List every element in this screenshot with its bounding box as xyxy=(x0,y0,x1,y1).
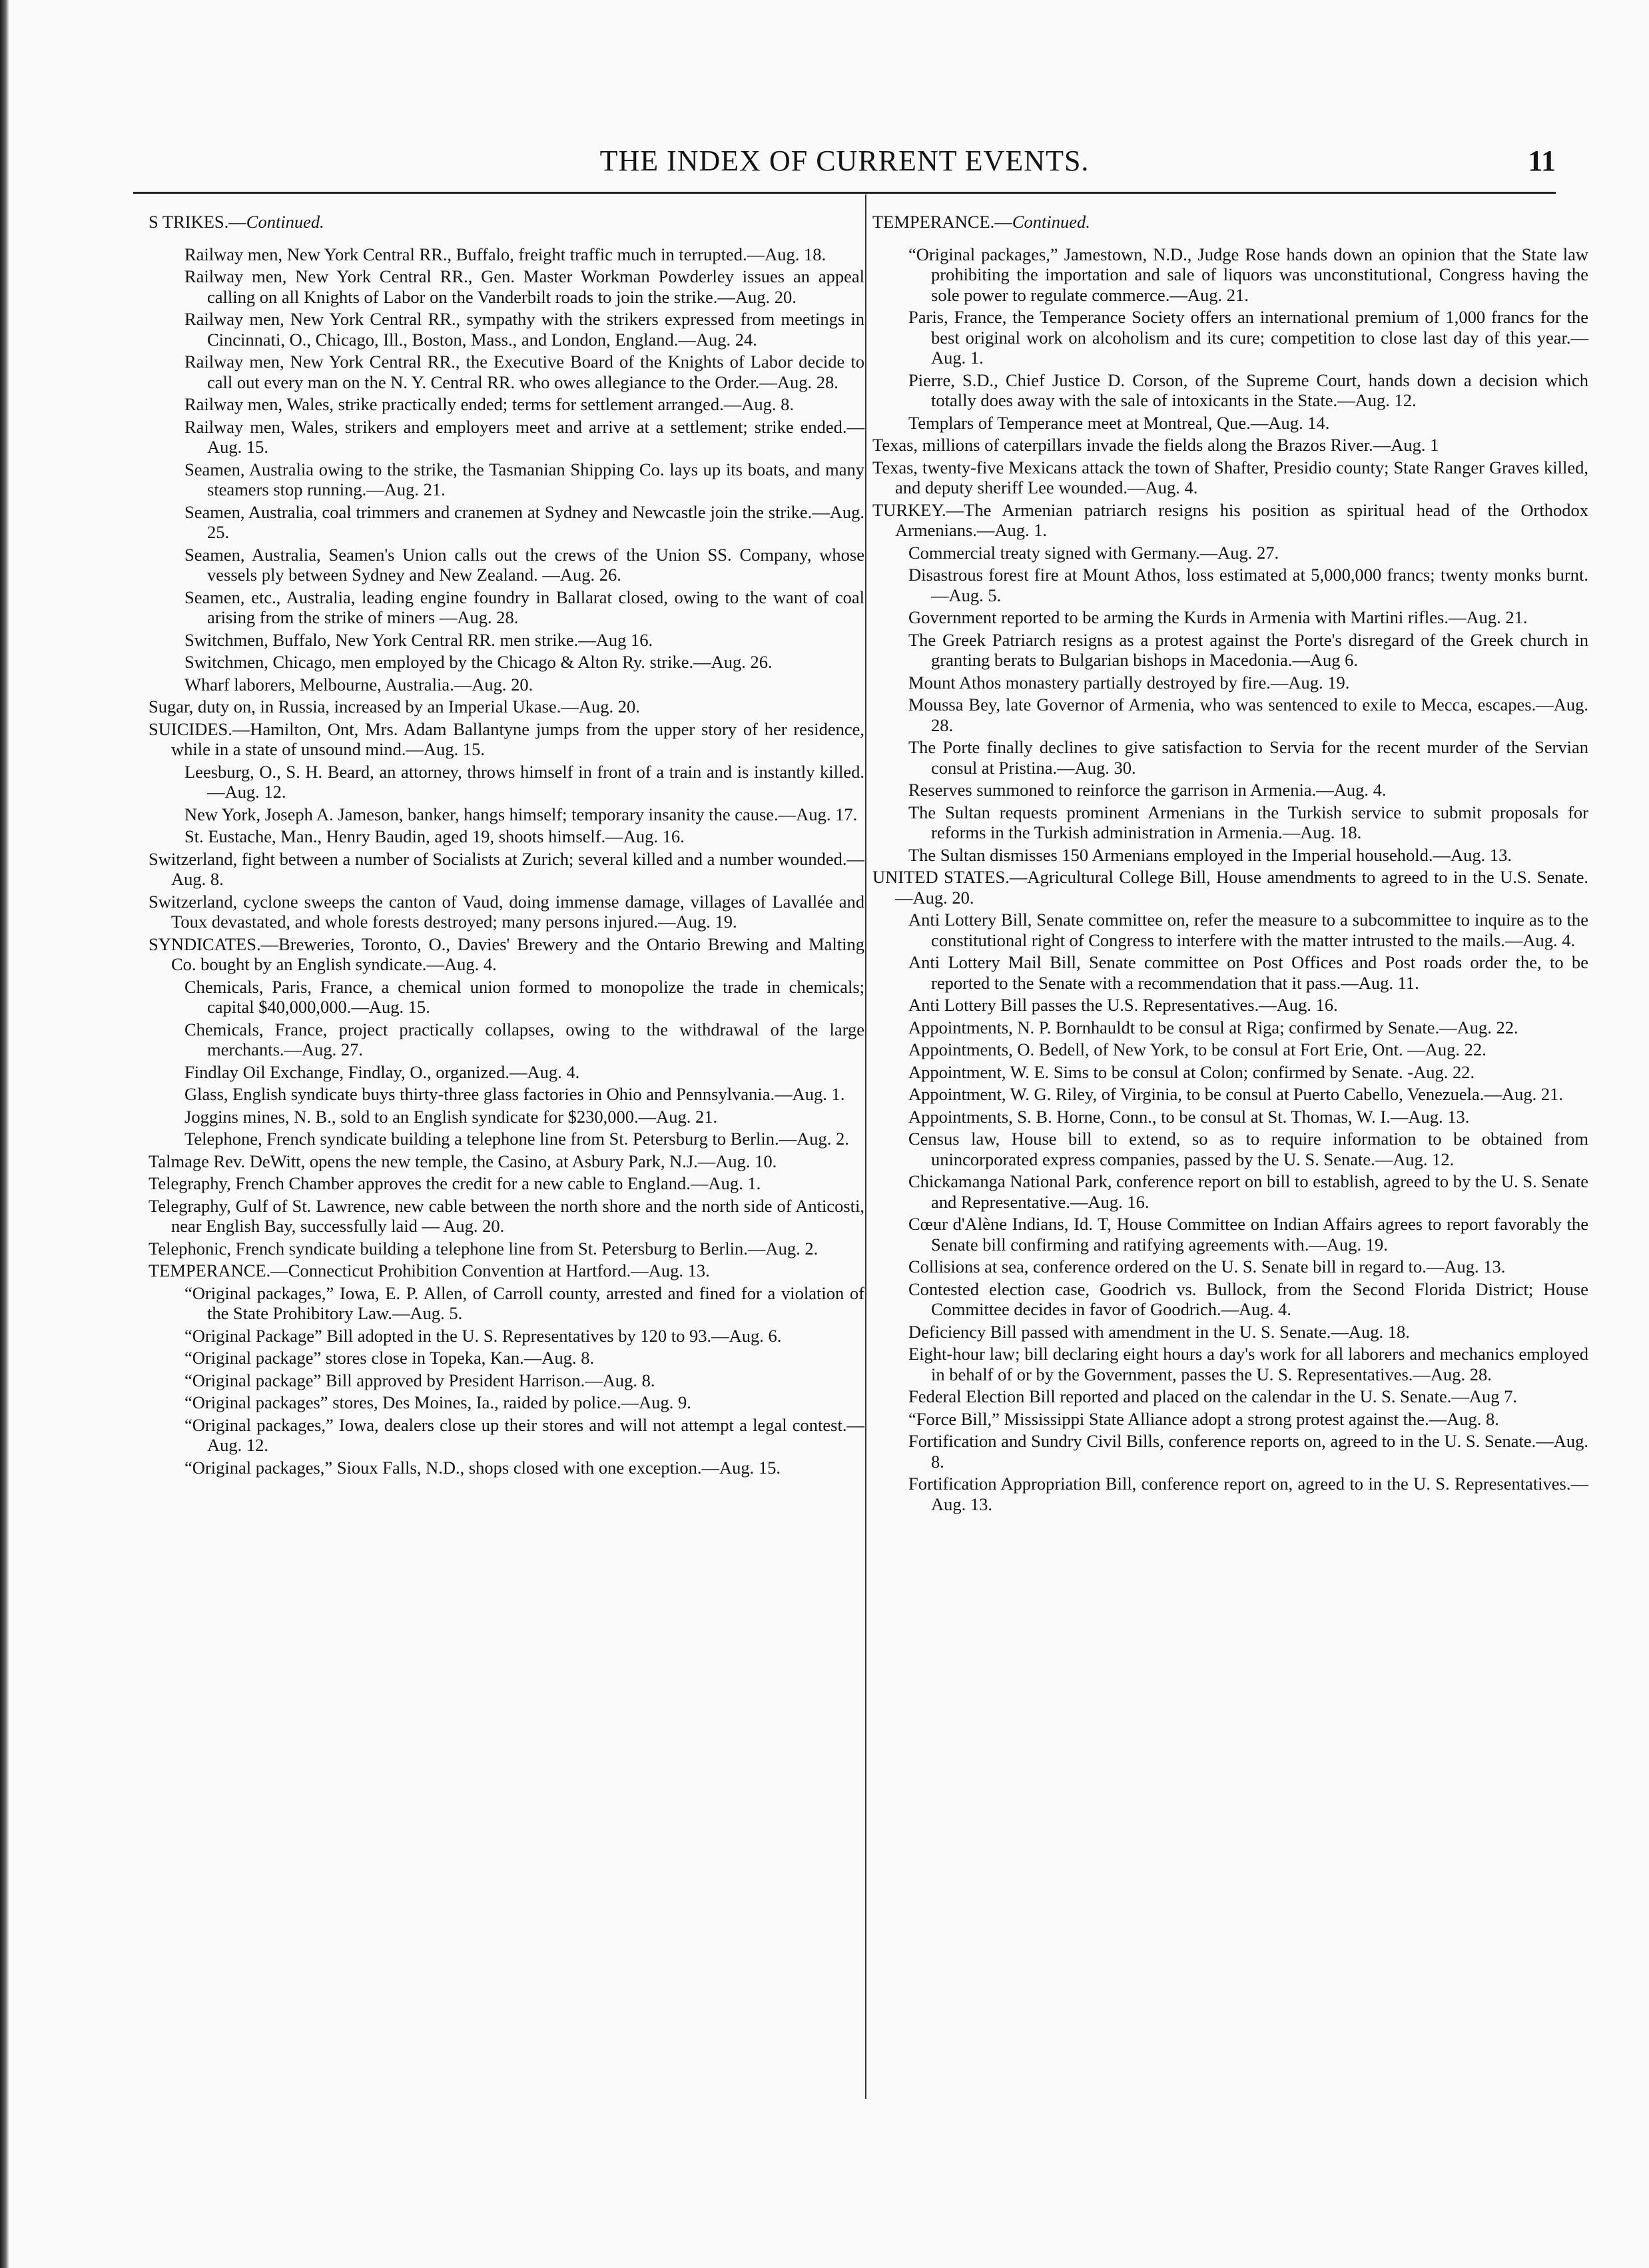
index-subentry: Seamen, etc., Australia, leading engine foundry in Ballarat closed, owing to the want of coal arising from the strike of miners —Aug. 28. xyxy=(184,587,864,627)
index-subentry: Fortification Appropriation Bill, conference report on, agreed to in the U. S. Representatives.—Aug. 13. xyxy=(908,1474,1588,1514)
index-subentry: Seamen, Australia, Seamen's Union calls out the crews of the Union SS. Company, whose vessels ply between Sydney and New Zealand. —Aug. 26. xyxy=(184,544,864,585)
index-subentry: Chickamanga National Park, conference report on bill to establish, agreed to by the U. S. Senate and Representative.—Aug. 16. xyxy=(908,1171,1588,1212)
index-subentry: Leesburg, O., S. H. Beard, an attorney, throws himself in front of a train and is instantly killed.—Aug. 12. xyxy=(184,761,864,802)
index-subentry: Anti Lottery Bill passes the U.S. Representatives.—Aug. 16. xyxy=(908,995,1338,1015)
index-subentry: Eight-hour law; bill declaring eight hours a day's work for all laborers and mechanics employed in behalf of or by the Government, passes the U. S. Representatives.—Aug. 28. xyxy=(908,1344,1588,1384)
index-entry: TURKEY.—The Armenian patriarch resigns his position as spiritual head of the Orthodox Armenians.—Aug. 1. xyxy=(872,499,1588,540)
index-entry: Talmage Rev. DeWitt, opens the new temple, the Casino, at Asbury Park, N.J.—Aug. 10. xyxy=(149,1151,777,1171)
continued-label: Continued. xyxy=(246,212,324,232)
index-subentry: Seamen, Australia, coal trimmers and cranemen at Sydney and Newcastle join the strike.—Aug. 25. xyxy=(184,501,864,542)
index-subentry: “Original packages,” Iowa, E. P. Allen, of Carroll county, arrested and fined for a violation of the State Prohibitory Law.—Aug. 5. xyxy=(184,1282,864,1323)
index-subentry: Railway men, New York Central RR., the Executive Board of the Knights of Labor decide to call out every man on the N. Y. Central RR. who owes allegiance to the Order.—Aug. 28. xyxy=(184,352,864,392)
index-entry: TEMPERANCE.—Connecticut Prohibition Convention at Hartford.—Aug. 13. xyxy=(149,1261,710,1280)
index-subentry: “Original Package” Bill adopted in the U. S. Representatives by 120 to 93.—Aug. 6. xyxy=(184,1325,782,1346)
index-subentry: The Greek Patriarch resigns as a protest against the Porte's disregard of the Greek church in granting berats to Bulgarian bishops in Macedonia.—Aug 6. xyxy=(908,629,1588,670)
index-subentry: Templars of Temperance meet at Montreal, Que.—Aug. 14. xyxy=(908,412,1330,433)
index-subentry: Glass, English syndicate buys thirty-three glass factories in Ohio and Pennsylvania.—Aug. 1. xyxy=(184,1084,845,1104)
index-entry: Switzerland, fight between a number of Socialists at Zurich; several killed and a number wounded.—Aug. 8. xyxy=(149,848,864,889)
index-subentry: Contested election case, Goodrich vs. Bullock, from the Second Florida District; House Committee decides in favor of Goodrich.—Aug. 4. xyxy=(908,1278,1588,1319)
index-subentry: Switchmen, Buffalo, New York Central RR. men strike.—Aug 16. xyxy=(184,629,653,650)
page-number: 11 xyxy=(1528,144,1556,177)
index-entry: Telephonic, French syndicate building a telephone line from St. Petersburg to Berlin.—Aug. 2. xyxy=(149,1238,819,1259)
continued-heading: TEMPERANCE.—Continued. xyxy=(872,212,1090,232)
continued-heading: S TRIKES.—Continued. xyxy=(149,212,324,232)
index-subentry: Federal Election Bill reported and placed on the calendar in the U. S. Senate.—Aug 7. xyxy=(908,1386,1517,1406)
index-subentry: Collisions at sea, conference ordered on the U. S. Senate bill in regard to.—Aug. 13. xyxy=(908,1257,1506,1276)
index-entry: SYNDICATES.—Breweries, Toronto, O., Davies' Brewery and the Ontario Brewing and Malting Co. bought by an English syndicate.—Aug. 4. xyxy=(149,934,864,974)
index-subentry: Cœur d'Alène Indians, Id. T, House Committee on Indian Affairs agrees to report favorably the Senate bill confirming and ratifying agreements with.—Aug. 19. xyxy=(908,1214,1588,1255)
index-subentry: Mount Athos monastery partially destroyed by fire.—Aug. 19. xyxy=(908,672,1350,693)
right-column xyxy=(872,212,1588,1516)
index-subentry: Railway men, New York Central RR., Gen. Master Workman Powderley issues an appeal calling on all Knights of Labor on the Vanderbilt roads to join the strike.—Aug. 20. xyxy=(184,266,864,307)
index-subentry: Switchmen, Chicago, men employed by the Chicago & Alton Ry. strike.—Aug. 26. xyxy=(184,652,773,672)
index-subentry: Joggins mines, N. B., sold to an English syndicate for $230,000.—Aug. 21. xyxy=(184,1106,718,1127)
index-subentry: Reserves summoned to reinforce the garrison in Armenia.—Aug. 4. xyxy=(908,780,1387,800)
index-subentry: Wharf laborers, Melbourne, Australia.—Aug. 20. xyxy=(184,674,533,695)
index-subentry: Appointments, S. B. Horne, Conn., to be consul at St. Thomas, W. I.—Aug. 13. xyxy=(908,1106,1470,1127)
index-subentry: Anti Lottery Bill, Senate committee on, refer the measure to a subcommittee to inquire as to the constitutional right of Congress to interfere with the matter intrusted to the mails.—Aug. 4. xyxy=(908,910,1588,950)
index-subentry: Railway men, New York Central RR., sympathy with the strikers expressed from meetings in Cincinnati, O., Chicago, Ill., Boston, Mass., and London, England.—Aug. 24. xyxy=(184,309,864,350)
left-column xyxy=(149,212,864,1480)
index-subentry: “Original package” stores close in Topeka, Kan.—Aug. 8. xyxy=(184,1348,595,1368)
index-subentry: Appointments, O. Bedell, of New York, to be consul at Fort Erie, Ont. —Aug. 22. xyxy=(908,1039,1486,1059)
index-subentry: The Porte finally declines to give satisfaction to Servia for the recent murder of the Servian consul at Pristina.—Aug. 30. xyxy=(908,737,1588,778)
index-subentry: Findlay Oil Exchange, Findlay, O., organized.—Aug. 4. xyxy=(184,1061,580,1082)
index-entry: SUICIDES.—Hamilton, Ont, Mrs. Adam Ballantyne jumps from the upper story of her residence, while in a state of unsound mind.—Aug. 15. xyxy=(149,718,864,759)
index-subentry: Appointments, N. P. Bornhauldt to be consul at Riga; confirmed by Senate.—Aug. 22. xyxy=(908,1017,1518,1037)
running-title: THE INDEX OF CURRENT EVENTS. xyxy=(599,144,1090,177)
page-header xyxy=(133,141,1556,188)
index-entry: Sugar, duty on, in Russia, increased by an Imperial Ukase.—Aug. 20. xyxy=(149,697,640,716)
index-subentry: Chemicals, France, project practically collapses, owing to the withdrawal of the large merchants.—Aug. 27. xyxy=(184,1019,864,1059)
index-subentry: Railway men, New York Central RR., Buffalo, freight traffic much in terrupted.—Aug. 18. xyxy=(184,244,826,264)
header-rule xyxy=(133,192,1556,194)
index-subentry: Appointment, W. E. Sims to be consul at Colon; confirmed by Senate. -Aug. 22. xyxy=(908,1061,1475,1082)
index-subentry: Telephone, French syndicate building a telephone line from St. Petersburg to Berlin.—Aug. 2. xyxy=(184,1129,849,1149)
index-subentry: Seamen, Australia owing to the strike, the Tasmanian Shipping Co. lays up its boats, and many steamers stop running.—Aug. 21. xyxy=(184,459,864,499)
index-subentry: “Original packages,” Iowa, dealers close up their stores and will not attempt a legal contest.—Aug. 12. xyxy=(184,1414,864,1455)
page-edge-shadow xyxy=(0,0,9,2268)
index-entry: Texas, twenty-five Mexicans attack the town of Shafter, Presidio county; State Ranger Graves killed, and deputy sheriff Lee wounded.—Aug. 4. xyxy=(872,457,1588,497)
index-subentry: Deficiency Bill passed with amendment in the U. S. Senate.—Aug. 18. xyxy=(908,1321,1410,1342)
index-subentry: Appointment, W. G. Riley, of Virginia, to be consul at Puerto Cabello, Venezuela.—Aug. 21. xyxy=(908,1084,1563,1104)
column-divider xyxy=(865,194,866,2099)
index-subentry: Moussa Bey, late Governor of Armenia, who was sentenced to exile to Mecca, escapes.—Aug. 28. xyxy=(908,695,1588,735)
index-entry: Telegraphy, French Chamber approves the credit for a new cable to England.—Aug. 1. xyxy=(149,1173,761,1193)
index-subentry: Government reported to be arming the Kurds in Armenia with Martini rifles.—Aug. 21. xyxy=(908,607,1528,627)
index-subentry: Railway men, Wales, strikers and employers meet and arrive at a settlement; strike ended.—Aug. 15. xyxy=(184,416,864,457)
index-subentry: Disastrous forest fire at Mount Athos, loss estimated at 5,000,000 francs; twenty monks burnt.—Aug. 5. xyxy=(908,565,1588,605)
index-subentry: “Original packages,” Jamestown, N.D., Judge Rose hands down an opinion that the State law prohibiting the importation and sale of liquors was unconstitutional, Congress having the sole power to regulate commerce.—Aug. 21. xyxy=(908,244,1588,305)
index-subentry: The Sultan dismisses 150 Armenians employed in the Imperial household.—Aug. 13. xyxy=(908,844,1512,865)
index-subentry: Census law, House bill to extend, so as to require information to be obtained from unincorporated express companies, passed by the U. S. Senate.—Aug. 12. xyxy=(908,1129,1588,1169)
index-subentry: New York, Joseph A. Jameson, banker, hangs himself; temporary insanity the cause.—Aug. 17. xyxy=(184,804,858,824)
index-subentry: “Original package” Bill approved by President Harrison.—Aug. 8. xyxy=(184,1370,655,1390)
index-entry: Switzerland, cyclone sweeps the canton of Vaud, doing immense damage, villages of Lavallée and Toux devastated, and whole forests destroyed; many persons injured.—Aug. 19. xyxy=(149,891,864,932)
index-entry: UNITED STATES.—Agricultural College Bill, House amendments to agreed to in the U.S. Senate.—Aug. 20. xyxy=(872,867,1588,908)
index-subentry: The Sultan requests prominent Armenians in the Turkish service to submit proposals for reforms in the Turkish administration in Armenia.—Aug. 18. xyxy=(908,802,1588,842)
index-subentry: Commercial treaty signed with Germany.—Aug. 27. xyxy=(908,542,1279,563)
index-subentry: Railway men, Wales, strike practically ended; terms for settlement arranged.—Aug. 8. xyxy=(184,394,795,414)
index-subentry: “Original packages,” Sioux Falls, N.D., shops closed with one exception.—Aug. 15. xyxy=(184,1457,781,1478)
continued-label: Continued. xyxy=(1012,212,1090,232)
index-subentry: St. Eustache, Man., Henry Baudin, aged 19, shoots himself.—Aug. 16. xyxy=(184,826,685,846)
index-subentry: Anti Lottery Mail Bill, Senate committee on Post Offices and Post roads order the, to be reported to the Senate with a recommendation that it pass.—Aug. 11. xyxy=(908,952,1588,993)
index-subentry: Pierre, S.D., Chief Justice D. Corson, of the Supreme Court, hands down a decision which totally does away with the sale of intoxicants in the State.—Aug. 12. xyxy=(908,370,1588,410)
index-subentry: Fortification and Sundry Civil Bills, conference reports on, agreed to in the U. S. Senate.—Aug. 8. xyxy=(908,1431,1588,1472)
index-subentry: “Original packages” stores, Des Moines, Ia., raided by police.—Aug. 9. xyxy=(184,1392,691,1412)
index-entry: Texas, millions of caterpillars invade the fields along the Brazos River.—Aug. 1 xyxy=(872,435,1439,455)
index-entry: Telegraphy, Gulf of St. Lawrence, new cable between the north shore and the north side of Anticosti, near English Bay, successfully laid — Aug. 20. xyxy=(149,1195,864,1236)
index-subentry: Chemicals, Paris, France, a chemical union formed to monopolize the trade in chemicals; capital $40,000,000.—Aug. 15. xyxy=(184,976,864,1017)
index-subentry: Paris, France, the Temperance Society offers an international premium of 1,000 francs for the best original work on alcoholism and its cure; competition to close last day of this year.—Aug. 1. xyxy=(908,307,1588,368)
index-subentry: “Force Bill,” Mississippi State Alliance adopt a strong protest against the.—Aug. 8. xyxy=(908,1408,1499,1429)
